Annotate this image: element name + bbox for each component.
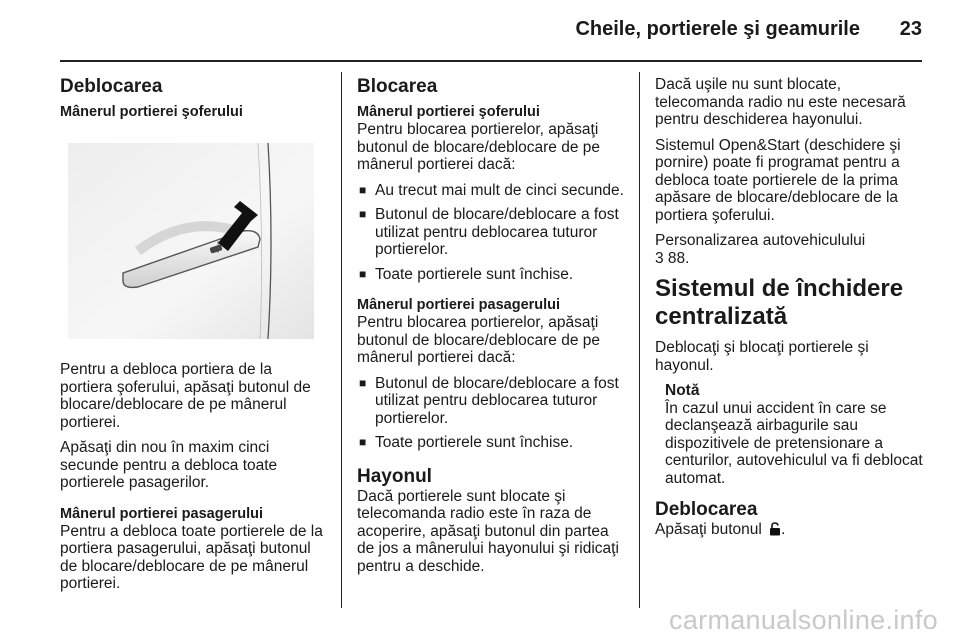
bullet-list: [357, 182, 625, 284]
list-item: ■ Toate portierele sunt închise.: [357, 266, 625, 284]
list-item: ■ Butonul de blocare/deblocare a fost utilizat pentru deblocarea tuturor portierelor.: [357, 375, 625, 428]
column-2: [357, 76, 625, 583]
paragraph: Deblocaţi şi blocaţi portierele şi hayonul.: [655, 339, 869, 374]
list-item: ■ Butonul de blocare/deblocare a fost utilizat pentru deblocarea tuturor portierelor.: [357, 206, 625, 259]
paragraph: Pentru blocarea portierelor, apăsaţi butonul de blocare/deblocare de pe mânerul portierei dacă:: [357, 121, 601, 173]
crossref-label: Personalizarea autovehiculului: [655, 232, 866, 249]
note-box: [655, 382, 925, 487]
subheading: Mânerul portierei pasagerului: [60, 505, 264, 522]
section-heading: Blocarea: [357, 76, 438, 97]
paragraph: Pentru a debloca portiera de la portiera şoferului, apăsaţi butonul de blocare/deblocare de pe mânerul portierei.: [60, 361, 311, 431]
paragraph: Dacă portierele sunt blocate şi telecomanda radio este în raza de acoperire, apăsaţi butonul din partea de jos a mânerului hayonului şi ridicaţi pentru a deschide.: [357, 487, 619, 575]
column-3: [655, 76, 925, 549]
paragraph: Sistemul Open&Start (deschidere şi pornire) poate fi programat pentru a debloca toate portierele de la prima apăsare de blocare/deblocare de la portiera şoferului.: [655, 136, 901, 224]
column-divider: [341, 72, 342, 608]
note-text: În cazul unui accident în care se declanşează airbagurile sau dispozitivele de pretensionare a centurilor, autovehiculul va fi deblocat automat.: [665, 399, 923, 487]
section-heading: Hayonul: [357, 465, 432, 487]
unlock-icon: [769, 522, 781, 541]
section-heading: Sistemul de închidere centralizată: [655, 275, 904, 330]
bullet-list: [357, 375, 625, 452]
paragraph: Dacă uşile nu sunt blocate, telecomanda radio nu este necesară pentru deschiderea hayonului.: [655, 76, 906, 128]
header-rule: [60, 60, 922, 62]
paragraph: Pentru blocarea portierelor, apăsaţi butonul de blocare/deblocare de pe mânerul portierei dacă:: [357, 314, 601, 366]
column-divider: [639, 72, 640, 608]
cross-reference: [655, 232, 925, 267]
door-handle-figure: [68, 143, 314, 339]
subheading: Mânerul portierei şoferului: [60, 104, 243, 120]
list-item: ■ Au trecut mai mult de cinci secunde.: [357, 182, 625, 200]
note-title: Notă: [665, 382, 700, 399]
column-1: [60, 76, 325, 601]
subheading: Mânerul portierei pasagerului: [357, 297, 561, 313]
paragraph: [655, 521, 925, 541]
watermark: carmanualsonline.info: [669, 605, 938, 635]
section-heading: Deblocarea: [655, 499, 758, 520]
paragraph: Pentru a debloca toate portierele de la portiera pasagerului, apăsaţi butonul de blocare/deblocare de pe mânerul portierei.: [60, 522, 323, 592]
subheading: Mânerul portierei şoferului: [357, 104, 540, 120]
paragraph-text: Apăsaţi butonul: [655, 521, 762, 538]
header-title: Cheile, portierele şi geamurile: [575, 18, 860, 40]
crossref-page-link[interactable]: 3 88.: [655, 249, 690, 267]
section-heading: Deblocarea: [60, 76, 163, 97]
list-item: ■ Toate portierele sunt închise.: [357, 434, 625, 452]
door-handle-arrow-illustration: [68, 143, 314, 339]
page-number: 23: [899, 18, 922, 40]
paragraph-end: .: [781, 521, 786, 538]
paragraph: Apăsaţi din nou în maxim cinci secunde pentru a debloca toate portierele pasagerilor.: [60, 439, 278, 491]
